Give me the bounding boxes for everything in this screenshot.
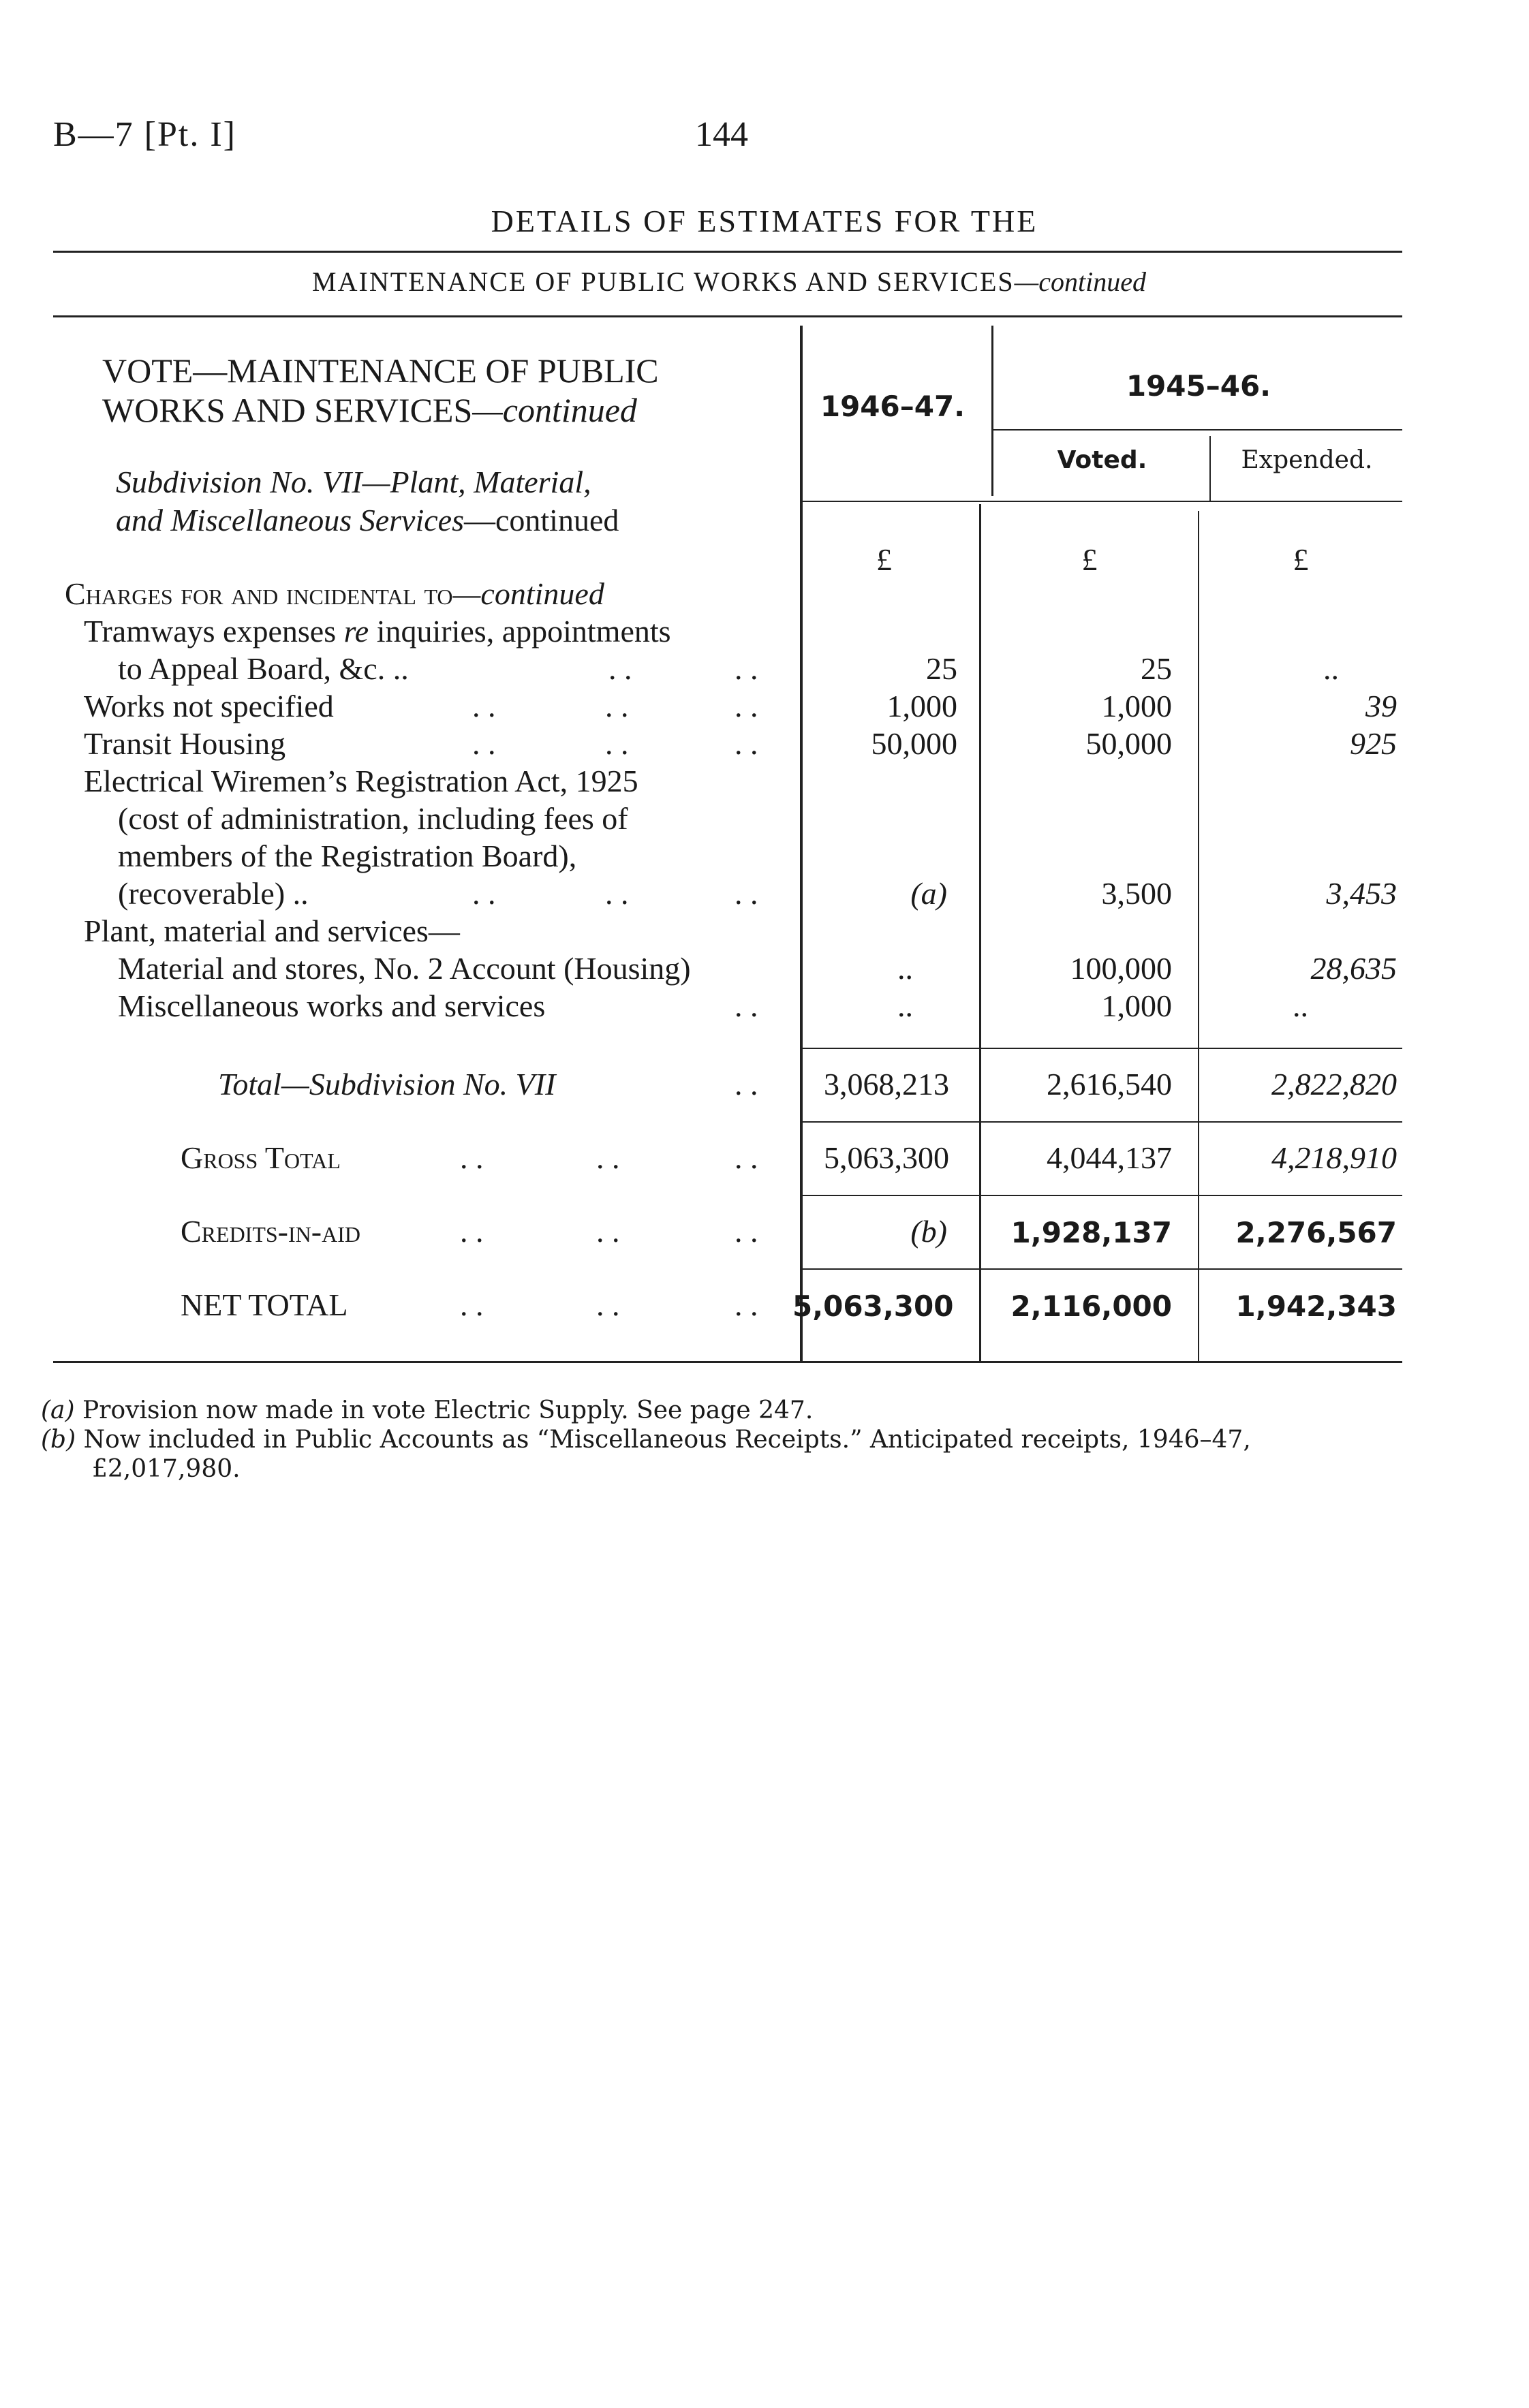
credits-in-aid-label: Credits-in-aid . . . . . . (181, 1214, 758, 1249)
footnote-b-continued: £2,017,980. (92, 1455, 241, 1483)
value-tramways-expended: .. (1323, 651, 1339, 686)
item-electrical-line1: Electrical Wiremen’s Registration Act, 1925 (84, 764, 638, 798)
value-tramways-current: 25 (926, 651, 957, 686)
item-transit-housing: Transit Housing . . . . . . (84, 726, 758, 761)
total-rule-1 (803, 1048, 1402, 1049)
footnote-a: (a) Provision now made in vote Electric Supply. See page 247. (41, 1396, 814, 1424)
column-rule-left (800, 326, 803, 1361)
total-rule-4 (803, 1268, 1402, 1270)
total-subdivision-current: 3,068,213 (824, 1067, 949, 1101)
subdivision-heading: Subdivision No. VII—Plant, Material, and Miscellaneous Services—continued (116, 465, 619, 537)
header-rule-bottom (803, 501, 1402, 502)
total-subdivision-expended: 2,822,820 (1271, 1067, 1397, 1101)
value-material-current: .. (897, 951, 913, 986)
gross-total-current: 5,063,300 (824, 1140, 949, 1175)
column-heading-1946-47: 1946–47. (820, 390, 966, 423)
gross-total-label: Gross Total . . . . . . (181, 1140, 758, 1175)
value-material-expended: 28,635 (1310, 951, 1397, 986)
page-number: 144 (695, 115, 748, 154)
value-misc-current: .. (897, 988, 913, 1023)
item-electrical-line4: (recoverable) .. . . . . . . (118, 876, 758, 911)
value-transit-voted: 50,000 (1085, 726, 1172, 761)
total-subdivision-label: Total—Subdivision No. VII . . (218, 1067, 758, 1101)
item-electrical-line3: members of the Registration Board), (118, 839, 577, 873)
item-tramways-line2: to Appeal Board, &c. .. . . . . (118, 651, 758, 686)
credits-in-aid-voted: 1,928,137 (1010, 1216, 1172, 1249)
column-rule-voted-split (1209, 436, 1211, 501)
total-rule-3 (803, 1195, 1402, 1196)
value-works-voted: 1,000 (1101, 689, 1172, 723)
item-electrical-line2: (cost of administration, including fees of (118, 801, 628, 836)
value-transit-current: 50,000 (871, 726, 957, 761)
item-tramways-line1: Tramways expenses re inquiries, appointments (84, 614, 671, 648)
gross-total-voted: 4,044,137 (1047, 1140, 1172, 1175)
value-electrical-current: (a) (910, 876, 947, 911)
page-subtitle: MAINTENANCE OF PUBLIC WORKS AND SERVICES—continued (312, 266, 1146, 297)
currency-symbol-voted: £ (1081, 542, 1098, 577)
table-bottom-rule (53, 1361, 1402, 1363)
value-electrical-expended: 3,453 (1326, 876, 1397, 911)
currency-symbol-current: £ (876, 542, 892, 577)
column-rule-prior-header (991, 326, 993, 496)
total-subdivision-voted: 2,616,540 (1047, 1067, 1172, 1101)
value-misc-expended: .. (1293, 988, 1308, 1023)
net-total-voted: 2,116,000 (1010, 1289, 1172, 1323)
value-material-voted: 100,000 (1070, 951, 1172, 986)
item-material-stores: Material and stores, No. 2 Account (Housing) (118, 951, 691, 986)
vote-title: VOTE—MAINTENANCE OF PUBLIC WORKS AND SERVICES—continued (102, 351, 659, 429)
value-electrical-voted: 3,500 (1101, 876, 1172, 911)
item-misc-works: Miscellaneous works and services . . (118, 988, 758, 1023)
currency-symbol-expended: £ (1293, 542, 1309, 577)
subtitle-rule (53, 315, 1402, 317)
gross-total-expended: 4,218,910 (1271, 1140, 1397, 1175)
credits-in-aid-expended: 2,276,567 (1235, 1216, 1397, 1249)
page-reference: B—7 [Pt. I] (53, 115, 236, 154)
value-transit-expended: 925 (1350, 726, 1397, 761)
net-total-expended: 1,942,343 (1235, 1289, 1397, 1323)
value-works-current: 1,000 (886, 689, 957, 723)
item-works-not-specified: Works not specified . . . . . . (84, 689, 758, 723)
value-tramways-voted: 25 (1141, 651, 1172, 686)
total-rule-2 (803, 1121, 1402, 1123)
column-heading-voted: Voted. (1057, 446, 1147, 474)
value-misc-voted: 1,000 (1101, 988, 1172, 1023)
item-plant-heading: Plant, material and services— (84, 913, 460, 948)
header-rule-prior (993, 429, 1402, 431)
page-title: DETAILS OF ESTIMATES FOR THE (491, 204, 1038, 238)
value-works-expended: 39 (1365, 689, 1397, 723)
column-heading-expended: Expended. (1241, 446, 1373, 474)
footnote-b: (b) Now included in Public Accounts as “Miscellaneous Receipts.” Anticipated receipts, 1946–47, (41, 1426, 1251, 1454)
charges-heading: Charges for and incidental to—continued (65, 576, 604, 611)
net-total-label: NET TOTAL . . . . . . (181, 1287, 758, 1322)
column-heading-1945-46: 1945–46. (1126, 369, 1271, 403)
credits-in-aid-current: (b) (910, 1214, 947, 1249)
title-rule (53, 251, 1402, 253)
net-total-current: 5,063,300 (792, 1289, 954, 1323)
